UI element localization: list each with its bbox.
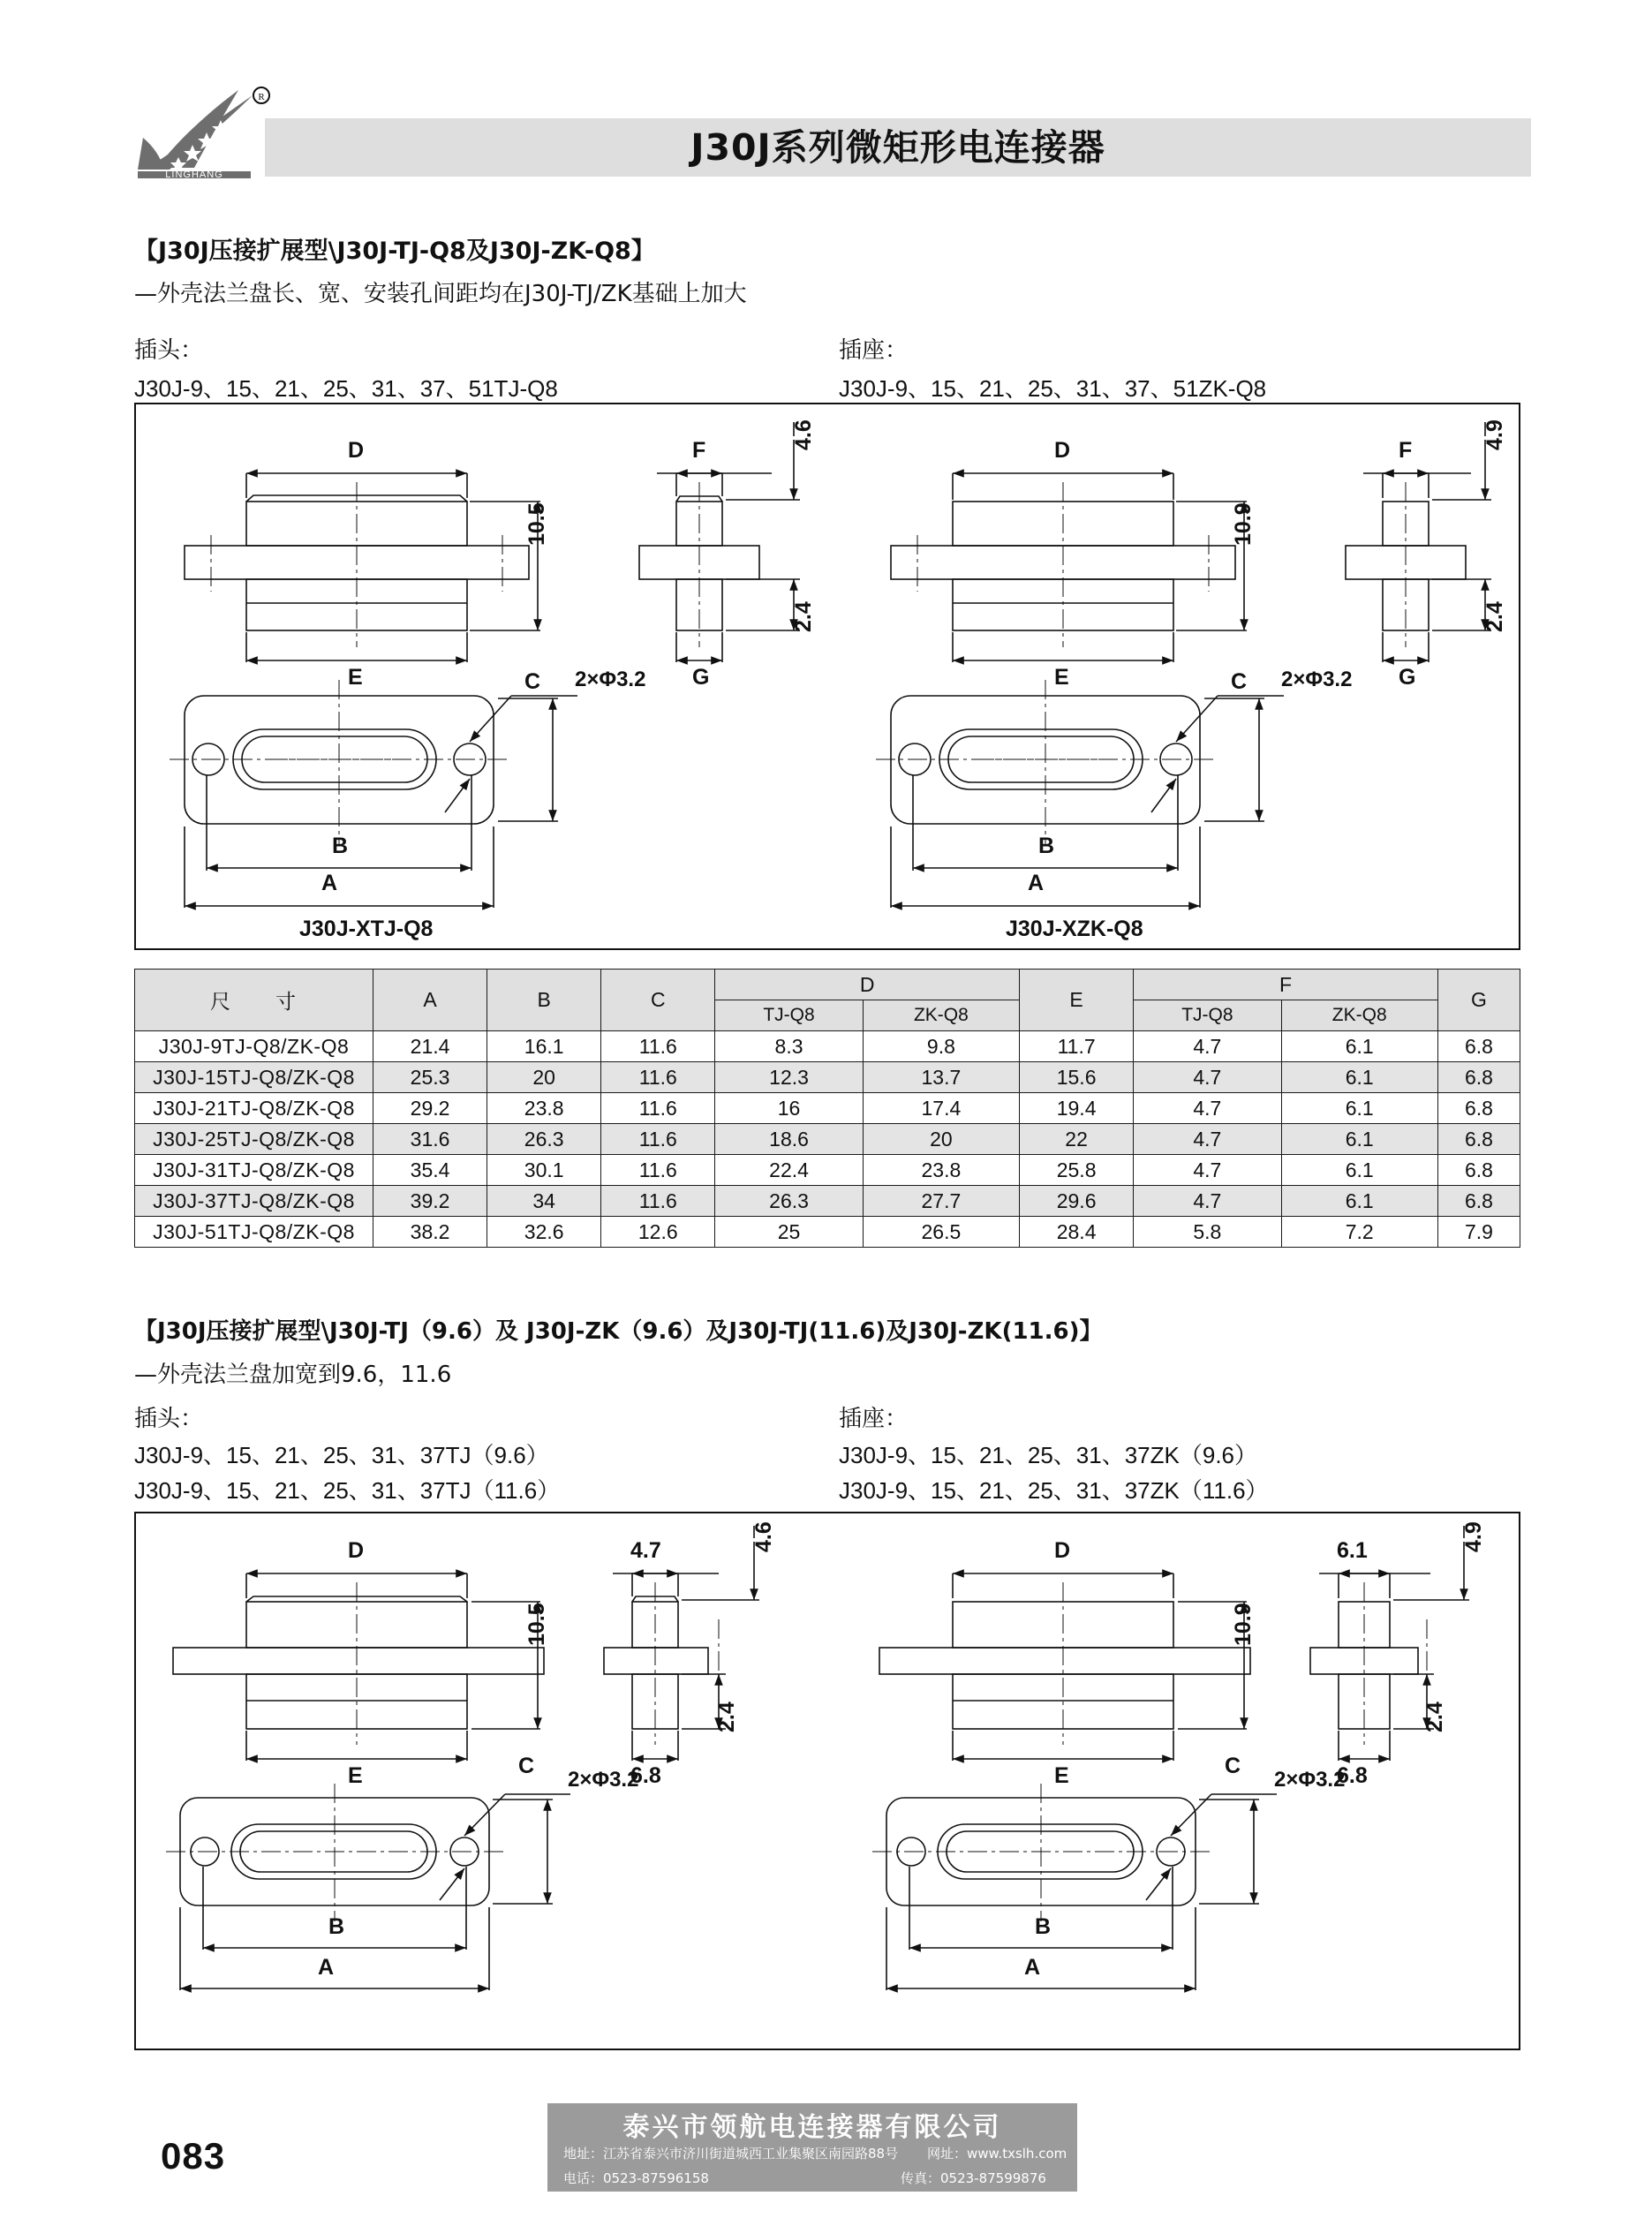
cell-C: 11.6 bbox=[601, 1155, 715, 1186]
cell-F-tj: 4.7 bbox=[1134, 1155, 1281, 1186]
cell-F-tj: 4.7 bbox=[1134, 1031, 1281, 1062]
cell-D-tj: 12.3 bbox=[715, 1062, 863, 1093]
cell-F-zk: 6.1 bbox=[1281, 1186, 1437, 1217]
cell-name: J30J-15TJ-Q8/ZK-Q8 bbox=[135, 1062, 373, 1093]
section2-socket-models-2: J30J-9、15、21、25、31、37ZK（11.6） bbox=[839, 1477, 1269, 1504]
dimension-table bbox=[134, 969, 1520, 1248]
th-G: G bbox=[1437, 970, 1520, 1031]
s2-socket-dim-D: D bbox=[1054, 1538, 1071, 1563]
socket-dim-F: F bbox=[1399, 438, 1413, 463]
s2-socket-dim-B: B bbox=[1035, 1914, 1052, 1939]
s2-plug-width-bottom: 6.8 bbox=[630, 1763, 661, 1788]
cell-B: 26.3 bbox=[487, 1124, 601, 1155]
cell-D-tj: 26.3 bbox=[715, 1186, 863, 1217]
s2-plug-dim-bottom: 2.4 bbox=[714, 1702, 739, 1732]
section2-plug-models-1: J30J-9、15、21、25、31、37TJ（9.6） bbox=[134, 1442, 549, 1468]
footer-company-name: 泰兴市领航电连接器有限公司 bbox=[622, 2112, 1002, 2143]
cell-A: 35.4 bbox=[373, 1155, 487, 1186]
table-row bbox=[135, 1155, 1520, 1186]
cell-D-tj: 22.4 bbox=[715, 1155, 863, 1186]
svg-text:R: R bbox=[258, 92, 265, 102]
s2-socket-width-bottom: 6.8 bbox=[1337, 1763, 1368, 1788]
cell-G: 6.8 bbox=[1437, 1062, 1520, 1093]
cell-G: 7.9 bbox=[1437, 1217, 1520, 1248]
section1-socket-label: 插座： bbox=[839, 337, 909, 364]
socket-dim-G: G bbox=[1399, 665, 1416, 690]
footer-tel: 电话：0523-87596158 bbox=[563, 2170, 709, 2186]
cell-D-zk: 27.7 bbox=[863, 1186, 1019, 1217]
plug-dim-top: 4.6 bbox=[791, 419, 816, 450]
footer-company-block bbox=[547, 2103, 1077, 2192]
svg-text:LINGHANG: LINGHANG bbox=[165, 170, 223, 178]
page-header bbox=[0, 78, 1652, 178]
plug-dim-height: 10.5 bbox=[524, 502, 549, 546]
cell-B: 23.8 bbox=[487, 1093, 601, 1124]
s2-socket-dim-height: 10.9 bbox=[1231, 1603, 1256, 1646]
socket-dim-bottom: 2.4 bbox=[1482, 601, 1507, 632]
table-body bbox=[135, 1031, 1520, 1248]
cell-D-zk: 17.4 bbox=[863, 1093, 1019, 1124]
s2-socket-dim-C: C bbox=[1225, 1754, 1241, 1778]
socket-drawing-caption: J30J-XZK-Q8 bbox=[1006, 917, 1143, 941]
th-D: D bbox=[715, 970, 1020, 1000]
s2-plug-dim-height: 10.5 bbox=[524, 1603, 549, 1646]
page-number: 083 bbox=[161, 2135, 226, 2177]
cell-name: J30J-51TJ-Q8/ZK-Q8 bbox=[135, 1217, 373, 1248]
s2-plug-dim-top: 4.6 bbox=[751, 1521, 776, 1552]
table-row bbox=[135, 1031, 1520, 1062]
th-D-zk: ZK-Q8 bbox=[863, 1000, 1019, 1031]
cell-A: 29.2 bbox=[373, 1093, 487, 1124]
cell-name: J30J-31TJ-Q8/ZK-Q8 bbox=[135, 1155, 373, 1186]
th-A: A bbox=[373, 970, 487, 1031]
cell-G: 6.8 bbox=[1437, 1093, 1520, 1124]
th-B: B bbox=[487, 970, 601, 1031]
table-row bbox=[135, 1124, 1520, 1155]
cell-C: 11.6 bbox=[601, 1093, 715, 1124]
cell-F-zk: 6.1 bbox=[1281, 1124, 1437, 1155]
socket-dim-top: 4.9 bbox=[1482, 419, 1507, 450]
cell-G: 6.8 bbox=[1437, 1186, 1520, 1217]
cell-A: 39.2 bbox=[373, 1186, 487, 1217]
cell-E: 22 bbox=[1020, 1124, 1134, 1155]
cell-B: 34 bbox=[487, 1186, 601, 1217]
section2-socket-models-1: J30J-9、15、21、25、31、37ZK（9.6） bbox=[839, 1442, 1258, 1468]
footer-address: 地址：江苏省泰兴市济川街道城西工业集聚区南园路88号 bbox=[563, 2146, 899, 2162]
section1-plug-label: 插头： bbox=[134, 337, 204, 364]
cell-F-zk: 6.1 bbox=[1281, 1093, 1437, 1124]
socket-hole-callout: 2×Φ3.2 bbox=[1281, 668, 1353, 691]
s2-socket-hole-callout: 2×Φ3.2 bbox=[1274, 1768, 1346, 1792]
section2-subheading: —外壳法兰盘加宽到9.6，11.6 bbox=[134, 1362, 452, 1388]
s2-plug-dim-D: D bbox=[348, 1538, 365, 1563]
section1-socket-models: J30J-9、15、21、25、31、37、51ZK-Q8 bbox=[839, 375, 1267, 402]
cell-F-tj: 4.7 bbox=[1134, 1124, 1281, 1155]
cell-C: 11.6 bbox=[601, 1062, 715, 1093]
cell-name: J30J-25TJ-Q8/ZK-Q8 bbox=[135, 1124, 373, 1155]
page-title: J30J系列微矩形电连接器 bbox=[690, 126, 1105, 169]
cell-D-tj: 8.3 bbox=[715, 1031, 863, 1062]
cell-F-tj: 5.8 bbox=[1134, 1217, 1281, 1248]
diagram-panel-wide-flange bbox=[134, 1512, 1520, 2050]
cell-D-tj: 25 bbox=[715, 1217, 863, 1248]
s2-socket-dim-top: 4.9 bbox=[1461, 1521, 1486, 1552]
th-name: 尺 寸 bbox=[135, 970, 373, 1031]
section2-plug-models-2: J30J-9、15、21、25、31、37TJ（11.6） bbox=[134, 1477, 561, 1504]
cell-G: 6.8 bbox=[1437, 1124, 1520, 1155]
cell-F-zk: 7.2 bbox=[1281, 1217, 1437, 1248]
plug-dim-D: D bbox=[348, 438, 365, 463]
section1-plug-models: J30J-9、15、21、25、31、37、51TJ-Q8 bbox=[134, 375, 558, 402]
cell-F-tj: 4.7 bbox=[1134, 1093, 1281, 1124]
s2-socket-dim-bottom: 2.4 bbox=[1422, 1702, 1447, 1732]
plug-dim-bottom: 2.4 bbox=[791, 601, 816, 632]
s2-plug-dim-B: B bbox=[328, 1914, 345, 1939]
cell-F-zk: 6.1 bbox=[1281, 1155, 1437, 1186]
cell-B: 32.6 bbox=[487, 1217, 601, 1248]
section2-heading: 【J30J压接扩展型\J30J-TJ（9.6）及 J30J-ZK（9.6）及J30J-TJ(11.6)及J30J-ZK(11.6)】 bbox=[134, 1318, 1103, 1345]
s2-plug-hole-callout: 2×Φ3.2 bbox=[568, 1768, 639, 1792]
cell-B: 20 bbox=[487, 1062, 601, 1093]
table-row bbox=[135, 1186, 1520, 1217]
cell-C: 11.6 bbox=[601, 1186, 715, 1217]
cell-F-zk: 6.1 bbox=[1281, 1031, 1437, 1062]
cell-E: 28.4 bbox=[1020, 1217, 1134, 1248]
cell-C: 11.6 bbox=[601, 1031, 715, 1062]
s2-socket-width-top: 6.1 bbox=[1337, 1538, 1368, 1563]
socket-dim-B: B bbox=[1038, 834, 1055, 858]
cell-E: 15.6 bbox=[1020, 1062, 1134, 1093]
plug-dim-E: E bbox=[348, 665, 363, 690]
th-C: C bbox=[601, 970, 715, 1031]
cell-A: 21.4 bbox=[373, 1031, 487, 1062]
s2-socket-dim-A: A bbox=[1024, 1955, 1041, 1980]
plug-dim-G: G bbox=[692, 665, 710, 690]
plug-dim-F: F bbox=[692, 438, 706, 463]
cell-E: 29.6 bbox=[1020, 1186, 1134, 1217]
cell-D-zk: 26.5 bbox=[863, 1217, 1019, 1248]
title-banner bbox=[265, 118, 1531, 177]
section2-plug-label: 插头： bbox=[134, 1406, 204, 1432]
cell-A: 31.6 bbox=[373, 1124, 487, 1155]
registered-mark bbox=[253, 87, 269, 103]
cell-E: 25.8 bbox=[1020, 1155, 1134, 1186]
cell-G: 6.8 bbox=[1437, 1031, 1520, 1062]
s2-socket-dim-E: E bbox=[1054, 1763, 1069, 1788]
cell-D-zk: 9.8 bbox=[863, 1031, 1019, 1062]
table-row bbox=[135, 1062, 1520, 1093]
cell-C: 11.6 bbox=[601, 1124, 715, 1155]
section1-subheading: —外壳法兰盘长、宽、安装孔间距均在J30J-TJ/ZK基础上加大 bbox=[134, 281, 747, 307]
cell-D-tj: 16 bbox=[715, 1093, 863, 1124]
th-F-tj: TJ-Q8 bbox=[1134, 1000, 1281, 1031]
cell-D-zk: 23.8 bbox=[863, 1155, 1019, 1186]
cell-F-tj: 4.7 bbox=[1134, 1062, 1281, 1093]
socket-dim-C: C bbox=[1231, 669, 1248, 694]
cell-D-zk: 20 bbox=[863, 1124, 1019, 1155]
cell-C: 12.6 bbox=[601, 1217, 715, 1248]
footer-fax: 传真：0523-87599876 bbox=[901, 2170, 1046, 2186]
table-row bbox=[135, 1217, 1520, 1248]
s2-plug-dim-C: C bbox=[518, 1754, 535, 1778]
socket-dim-A: A bbox=[1028, 871, 1045, 895]
cell-A: 25.3 bbox=[373, 1062, 487, 1093]
cell-E: 11.7 bbox=[1020, 1031, 1134, 1062]
cell-name: J30J-21TJ-Q8/ZK-Q8 bbox=[135, 1093, 373, 1124]
cell-B: 16.1 bbox=[487, 1031, 601, 1062]
cell-F-zk: 6.1 bbox=[1281, 1062, 1437, 1093]
th-F: F bbox=[1134, 970, 1438, 1000]
plug-drawing-caption: J30J-XTJ-Q8 bbox=[299, 917, 434, 941]
diagram-panel-q8 bbox=[134, 403, 1520, 950]
section2-socket-label: 插座： bbox=[839, 1406, 909, 1432]
s2-plug-width-top: 4.7 bbox=[630, 1538, 661, 1563]
plug-dim-B: B bbox=[332, 834, 349, 858]
th-F-zk: ZK-Q8 bbox=[1281, 1000, 1437, 1031]
socket-dim-height: 10.9 bbox=[1231, 502, 1256, 546]
cell-E: 19.4 bbox=[1020, 1093, 1134, 1124]
cell-D-tj: 18.6 bbox=[715, 1124, 863, 1155]
th-D-tj: TJ-Q8 bbox=[715, 1000, 863, 1031]
plug-dim-C: C bbox=[524, 669, 541, 694]
cell-name: J30J-9TJ-Q8/ZK-Q8 bbox=[135, 1031, 373, 1062]
table-header bbox=[135, 970, 1520, 1031]
th-E: E bbox=[1020, 970, 1134, 1031]
table-row bbox=[135, 1093, 1520, 1124]
plug-dim-A: A bbox=[321, 871, 338, 895]
plug-hole-callout: 2×Φ3.2 bbox=[575, 668, 646, 691]
cell-D-zk: 13.7 bbox=[863, 1062, 1019, 1093]
s2-plug-dim-E: E bbox=[348, 1763, 363, 1788]
cell-B: 30.1 bbox=[487, 1155, 601, 1186]
socket-dim-E: E bbox=[1054, 665, 1069, 690]
cell-A: 38.2 bbox=[373, 1217, 487, 1248]
cell-G: 6.8 bbox=[1437, 1155, 1520, 1186]
s2-plug-dim-A: A bbox=[318, 1955, 335, 1980]
socket-dim-D: D bbox=[1054, 438, 1071, 463]
cell-name: J30J-37TJ-Q8/ZK-Q8 bbox=[135, 1186, 373, 1217]
section1-heading: 【J30J压接扩展型\J30J-TJ-Q8及J30J-ZK-Q8】 bbox=[134, 238, 655, 265]
footer-website: 网址：www.txslh.com bbox=[927, 2146, 1067, 2162]
cell-F-tj: 4.7 bbox=[1134, 1186, 1281, 1217]
